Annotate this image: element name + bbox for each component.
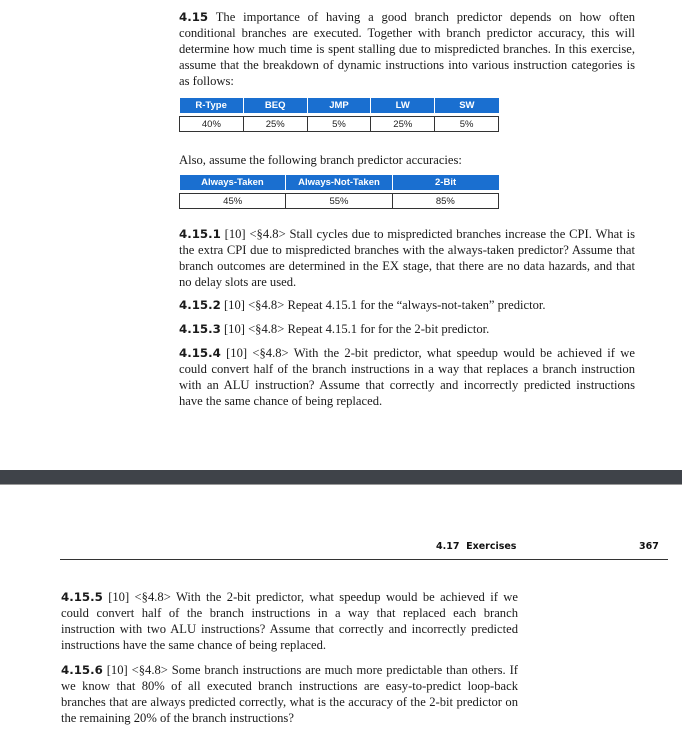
header-lw: LW (371, 98, 435, 113)
question-number: 4.15.6 (61, 663, 103, 677)
page-break-band (0, 470, 682, 484)
table-value-row (180, 117, 499, 132)
header-jmp: JMP (307, 98, 371, 113)
value-2bit: 85% (392, 194, 498, 209)
value-always-not-taken: 55% (286, 194, 392, 209)
question-text: [10] <§4.8> With the 2-bit predictor, what speedup would be achieved if we could convert half of the branch instructions in a way that replaces a branch instruction with an ALU instruction? Assume that correctly and incorrectly predicted instructions have the same chance of being replaced. (179, 346, 635, 408)
question-4-15-2 (179, 297, 635, 313)
exercise-number: 4.15 (179, 10, 209, 24)
intro-paragraph (179, 9, 635, 89)
page-break-line (0, 484, 682, 485)
running-head (436, 541, 516, 552)
question-number: 4.15.2 (179, 298, 221, 312)
section-number: 4.17 (436, 541, 460, 552)
question-text: [10] <§4.8> Stall cycles due to mispredicted branches increase the CPI. What is the extra CPI due to mispredicted branches with the always-taken predictor? Assume that branch outcomes are determined in the EX stage, that there are no data hazards, and that no delay slots are used. (179, 227, 636, 289)
question-text: [10] <§4.8> Repeat 4.15.1 for for the 2-bit predictor. (223, 322, 490, 336)
header-always-not-taken: Always-Not-Taken (286, 175, 392, 190)
question-4-15-1 (179, 226, 635, 290)
question-number: 4.15.3 (179, 322, 221, 336)
header-2bit: 2-Bit (392, 175, 498, 190)
page-number: 367 (639, 541, 659, 552)
question-number: 4.15.4 (179, 346, 221, 360)
table-header-row (180, 175, 499, 190)
value-sw: 5% (435, 117, 499, 132)
table-header-row (180, 98, 499, 113)
header-rule (60, 559, 668, 560)
question-text: [10] <§4.8> Repeat 4.15.1 for the “always-not-taken” predictor. (223, 298, 546, 312)
question-number: 4.15.5 (61, 590, 103, 604)
question-text: [10] <§4.8> Some branch instructions are much more predictable than others. If we know that 80% of all executed branch instructions are easy-to-predict loop-back branches that are always predicted correctly, what is the accuracy of the 2-bit predictor on the remaining 20% of the branch instructions? (61, 663, 518, 725)
header-rtype: R-Type (180, 98, 244, 113)
question-4-15-3 (179, 321, 635, 337)
question-4-15-5 (61, 589, 518, 653)
question-number: 4.15.1 (179, 227, 221, 241)
instruction-mix-table (179, 98, 499, 132)
header-beq: BEQ (243, 98, 307, 113)
section-title: Exercises (466, 541, 517, 552)
value-jmp: 5% (307, 117, 371, 132)
value-rtype: 40% (180, 117, 244, 132)
question-4-15-6 (61, 662, 518, 726)
header-sw: SW (435, 98, 499, 113)
intro-text: The importance of having a good branch predictor depends on how often conditional branches are executed. Together with branch predictor accuracy, this will determine how much time is spent stalling due to mispredicted branches. In this exercise, assume that the breakdown of dynamic instructions into various instruction categories is as follows: (179, 10, 635, 88)
header-always-taken: Always-Taken (180, 175, 286, 190)
predictor-accuracy-table (179, 175, 499, 209)
accuracy-intro: Also, assume the following branch predictor accuracies: (179, 153, 462, 167)
question-4-15-4 (179, 345, 635, 409)
value-beq: 25% (243, 117, 307, 132)
value-lw: 25% (371, 117, 435, 132)
value-always-taken: 45% (180, 194, 286, 209)
table-value-row (180, 194, 499, 209)
question-text: [10] <§4.8> With the 2-bit predictor, what speedup would be achieved if we could convert half of the branch instructions in a way that replaced each branch instruction with two ALU instructions? Assume that correctly and incorrectly predicted instructions have the same chance of being replaced. (61, 590, 518, 652)
